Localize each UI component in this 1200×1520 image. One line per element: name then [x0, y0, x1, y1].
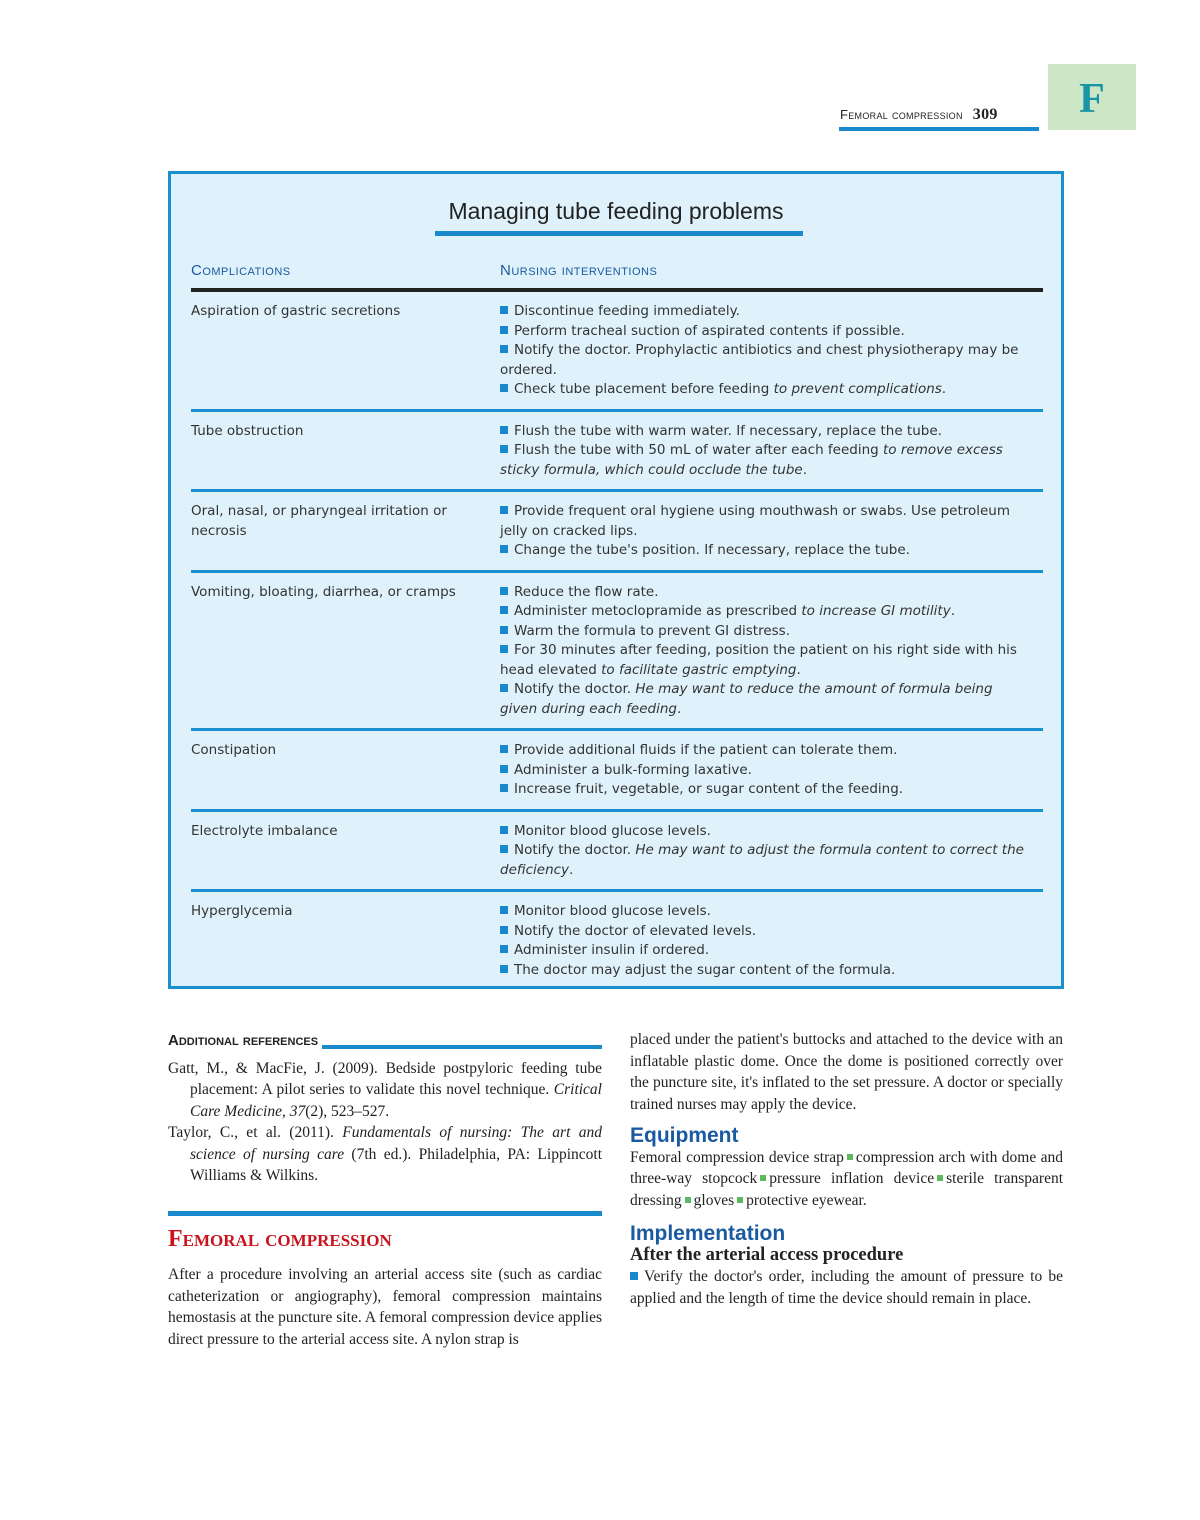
intervention-item: [500, 322, 1032, 342]
reference-list: [168, 1058, 602, 1187]
intervention-item: [500, 380, 1032, 400]
equipment-item: Femoral compression device strap: [630, 1148, 844, 1166]
equipment-item: protective eyewear.: [746, 1191, 867, 1209]
text-run: (7th ed.). Philadelphia, PA: Lippincott Williams & Wilkins.: [190, 1145, 603, 1184]
bullet-icon: [500, 906, 508, 914]
bullet-icon: [500, 765, 508, 773]
complication-cell: Aspiration of gastric secretions: [191, 303, 401, 319]
table-row: [191, 731, 1043, 812]
equipment-list: [630, 1147, 1063, 1212]
text-run: Reduce the flow rate.: [514, 583, 659, 600]
text-run: Perform tracheal suction of aspirated contents if possible.: [514, 322, 905, 339]
text-run: .: [941, 381, 947, 397]
implementation-heading: Implementation: [630, 1222, 786, 1245]
text-run: For 30 minutes after feeding, position the patient on his right side with his head elevated: [500, 642, 1017, 678]
table-row: [191, 892, 1043, 989]
bullet-icon: [500, 587, 508, 595]
text-run: Administer a bulk-forming laxative.: [514, 761, 752, 778]
implementation-subheading: After the arterial access procedure: [630, 1244, 904, 1265]
complication-cell: Constipation: [191, 742, 277, 758]
text-run: .: [676, 700, 682, 717]
table-row: [191, 812, 1043, 893]
equipment-heading: Equipment: [630, 1124, 739, 1147]
text-run: Provide additional fluids if the patient can tolerate them.: [514, 742, 898, 758]
text-run: ,: [281, 1102, 290, 1120]
bullet-icon: [630, 1272, 638, 1280]
text-run: He may want to adjust the formula content to correct the deficiency: [500, 842, 1024, 878]
text-run: Administer metoclopramide as prescribed: [514, 603, 802, 619]
intervention-item: [500, 961, 1032, 981]
intervention-item: [500, 741, 1032, 761]
text-run: Notify the doctor. Prophylactic antibiotics and chest physiotherapy may be ordered.: [500, 342, 1019, 378]
section-heading: Femoral compression: [168, 1226, 392, 1252]
text-run: to increase GI motility: [801, 603, 951, 619]
text-run: Provide frequent oral hygiene using mouthwash or swabs. Use petroleum jelly on cracked lips.: [500, 503, 1011, 539]
equipment-item: sterile transparent dressing: [630, 1170, 1064, 1209]
text-run: to prevent complications: [773, 381, 942, 397]
reference-item: [168, 1058, 602, 1123]
col-header-complications: Complications: [191, 262, 291, 279]
intervention-item: [500, 541, 1032, 561]
bullet-icon: [500, 426, 508, 434]
text-run: to remove excess sticky formula, which could occlude the tube: [500, 442, 1003, 478]
text-run: .: [802, 461, 807, 478]
intervention-item: [500, 922, 1032, 942]
implementation-step: [630, 1266, 1063, 1309]
table-row: [191, 492, 1043, 573]
table-row: [191, 292, 1043, 412]
text-run: Increase fruit, vegetable, or sugar content of the feeding.: [514, 781, 904, 797]
text-run: Discontinue feeding immediately.: [514, 303, 740, 319]
step-text: Verify the doctor's order, including the amount of pressure to be applied and the length of time the device should remain in place.: [630, 1268, 1063, 1307]
equipment-item: compression arch with dome and three-way stopcock: [630, 1148, 1064, 1187]
text-run: .: [950, 603, 955, 619]
interventions-cell: [500, 302, 1032, 400]
intro-paragraph-left: After a procedure involving an arterial access site (such as cardiac catheterization or angiography), femoral compression maintains hemostasis at the puncture site. A femoral compression device applies direct pressure to the arterial access site. A nylon strap is: [168, 1266, 602, 1348]
intervention-item: [500, 302, 1032, 322]
text-run: to facilitate gastric emptying: [601, 661, 797, 678]
intervention-item: [500, 841, 1032, 880]
text-run: He may want to reduce the amount of formula being given during each feeding: [500, 681, 993, 717]
header-rule: [839, 127, 1039, 131]
bullet-icon: [500, 326, 508, 334]
intervention-item: [500, 502, 1032, 541]
reference-item: [168, 1122, 602, 1187]
bullet-icon: [500, 645, 508, 653]
interventions-cell: [500, 422, 1032, 481]
bullet-icon: [500, 545, 508, 553]
bullet-icon: [847, 1154, 853, 1160]
intro-paragraph-right: placed under the patient's buttocks and attached to the device with an inflatable plastic dome. Once the dome is positioned correctly over the puncture site, it's inflated to the set pressure. A doctor or specially trained nurses may apply the device.: [630, 1031, 1063, 1113]
text-run: 37: [289, 1102, 306, 1120]
bullet-icon: [737, 1197, 743, 1203]
text-run: .: [569, 861, 574, 878]
bullet-icon: [500, 745, 508, 753]
complication-cell: Vomiting, bloating, diarrhea, or cramps: [191, 583, 456, 600]
text-run: Monitor blood glucose levels.: [514, 903, 711, 919]
table-row: [191, 412, 1043, 493]
text-run: Administer insulin if ordered.: [514, 942, 710, 958]
tube-feeding-table-box: [168, 171, 1064, 989]
text-run: Gatt, M., & MacFie, J. (2009). Bedside postpyloric feeding tube placement: A pilot series to validate this novel technique.: [168, 1059, 602, 1098]
text-run: Critical Care Medicine: [190, 1081, 602, 1120]
interventions-cell: [500, 502, 1032, 561]
equipment-item: pressure inflation device: [769, 1170, 935, 1187]
intervention-item: [500, 822, 1032, 842]
bullet-icon: [500, 684, 508, 692]
interventions-cell: [500, 902, 1032, 980]
bullet-icon: [500, 445, 508, 453]
section-rule: [168, 1211, 602, 1216]
text-run: Notify the doctor.: [514, 681, 636, 697]
intervention-item: [500, 583, 1032, 603]
intervention-item: [500, 602, 1032, 622]
bullet-icon: [500, 345, 508, 353]
intervention-item: [500, 761, 1032, 781]
text-run: Monitor blood glucose levels.: [514, 822, 711, 839]
bullet-icon: [937, 1175, 943, 1181]
intervention-item: [500, 680, 1032, 719]
references-heading: [168, 1030, 602, 1052]
page-number: 309: [972, 106, 998, 123]
col-header-interventions: Nursing interventions: [500, 262, 658, 279]
references-heading-text: Additional references: [168, 1032, 319, 1049]
title-rule: [435, 231, 803, 236]
text-run: The doctor may adjust the sugar content of the formula.: [514, 961, 896, 978]
table-row: [191, 573, 1043, 732]
references-section: [168, 1030, 602, 1187]
complication-cell: Oral, nasal, or pharyngeal irritation or necrosis: [191, 503, 447, 539]
text-run: Fundamentals of nursing: The art and science of nursing care: [190, 1124, 602, 1163]
intervention-item: [500, 422, 1032, 442]
complication-cell: Hyperglycemia: [191, 903, 293, 919]
bullet-icon: [500, 306, 508, 314]
complication-cell: Electrolyte imbalance: [191, 822, 338, 839]
intervention-item: [500, 441, 1032, 480]
text-run: Flush the tube with warm water. If necessary, replace the tube.: [514, 422, 942, 439]
running-header: [840, 106, 998, 124]
equipment-item: gloves: [693, 1191, 735, 1209]
interventions-cell: [500, 741, 1032, 800]
right-column: [630, 1029, 1063, 1309]
table-title: Managing tube feeding problems: [448, 198, 784, 224]
interventions-cell: [500, 583, 1032, 720]
bullet-icon: [500, 826, 508, 834]
section-tab: F: [1048, 64, 1136, 130]
bullet-icon: [500, 606, 508, 614]
running-title: Femoral compression: [840, 107, 963, 122]
intervention-item: [500, 941, 1032, 961]
intervention-item: [500, 622, 1032, 642]
complication-cell: Tube obstruction: [191, 422, 304, 439]
text-run: Notify the doctor of elevated levels.: [514, 922, 757, 939]
bullet-icon: [500, 945, 508, 953]
intervention-item: [500, 641, 1032, 680]
text-run: Taylor, C., et al. (2011).: [168, 1124, 343, 1141]
text-run: Change the tube's position. If necessary, replace the tube.: [514, 542, 910, 558]
text-run: .: [796, 661, 801, 678]
text-run: Notify the doctor.: [514, 842, 636, 858]
text-run: (2), 523–527.: [305, 1102, 390, 1120]
bullet-icon: [500, 845, 508, 853]
bullet-icon: [500, 384, 508, 392]
bullet-icon: [500, 926, 508, 934]
table-body: [191, 292, 1043, 989]
bullet-icon: [500, 626, 508, 634]
bullet-icon: [500, 506, 508, 514]
interventions-cell: [500, 822, 1032, 881]
bullet-icon: [760, 1175, 766, 1181]
heading-rule: [322, 1045, 602, 1049]
bullet-icon: [500, 784, 508, 792]
text-run: Flush the tube with 50 mL of water after each feeding: [514, 442, 884, 458]
text-run: Warm the formula to prevent GI distress.: [514, 622, 791, 639]
bullet-icon: [500, 965, 508, 973]
intervention-item: [500, 341, 1032, 380]
intervention-item: [500, 780, 1032, 800]
text-run: Check tube placement before feeding: [514, 381, 774, 397]
bullet-icon: [685, 1197, 691, 1203]
intervention-item: [500, 902, 1032, 922]
